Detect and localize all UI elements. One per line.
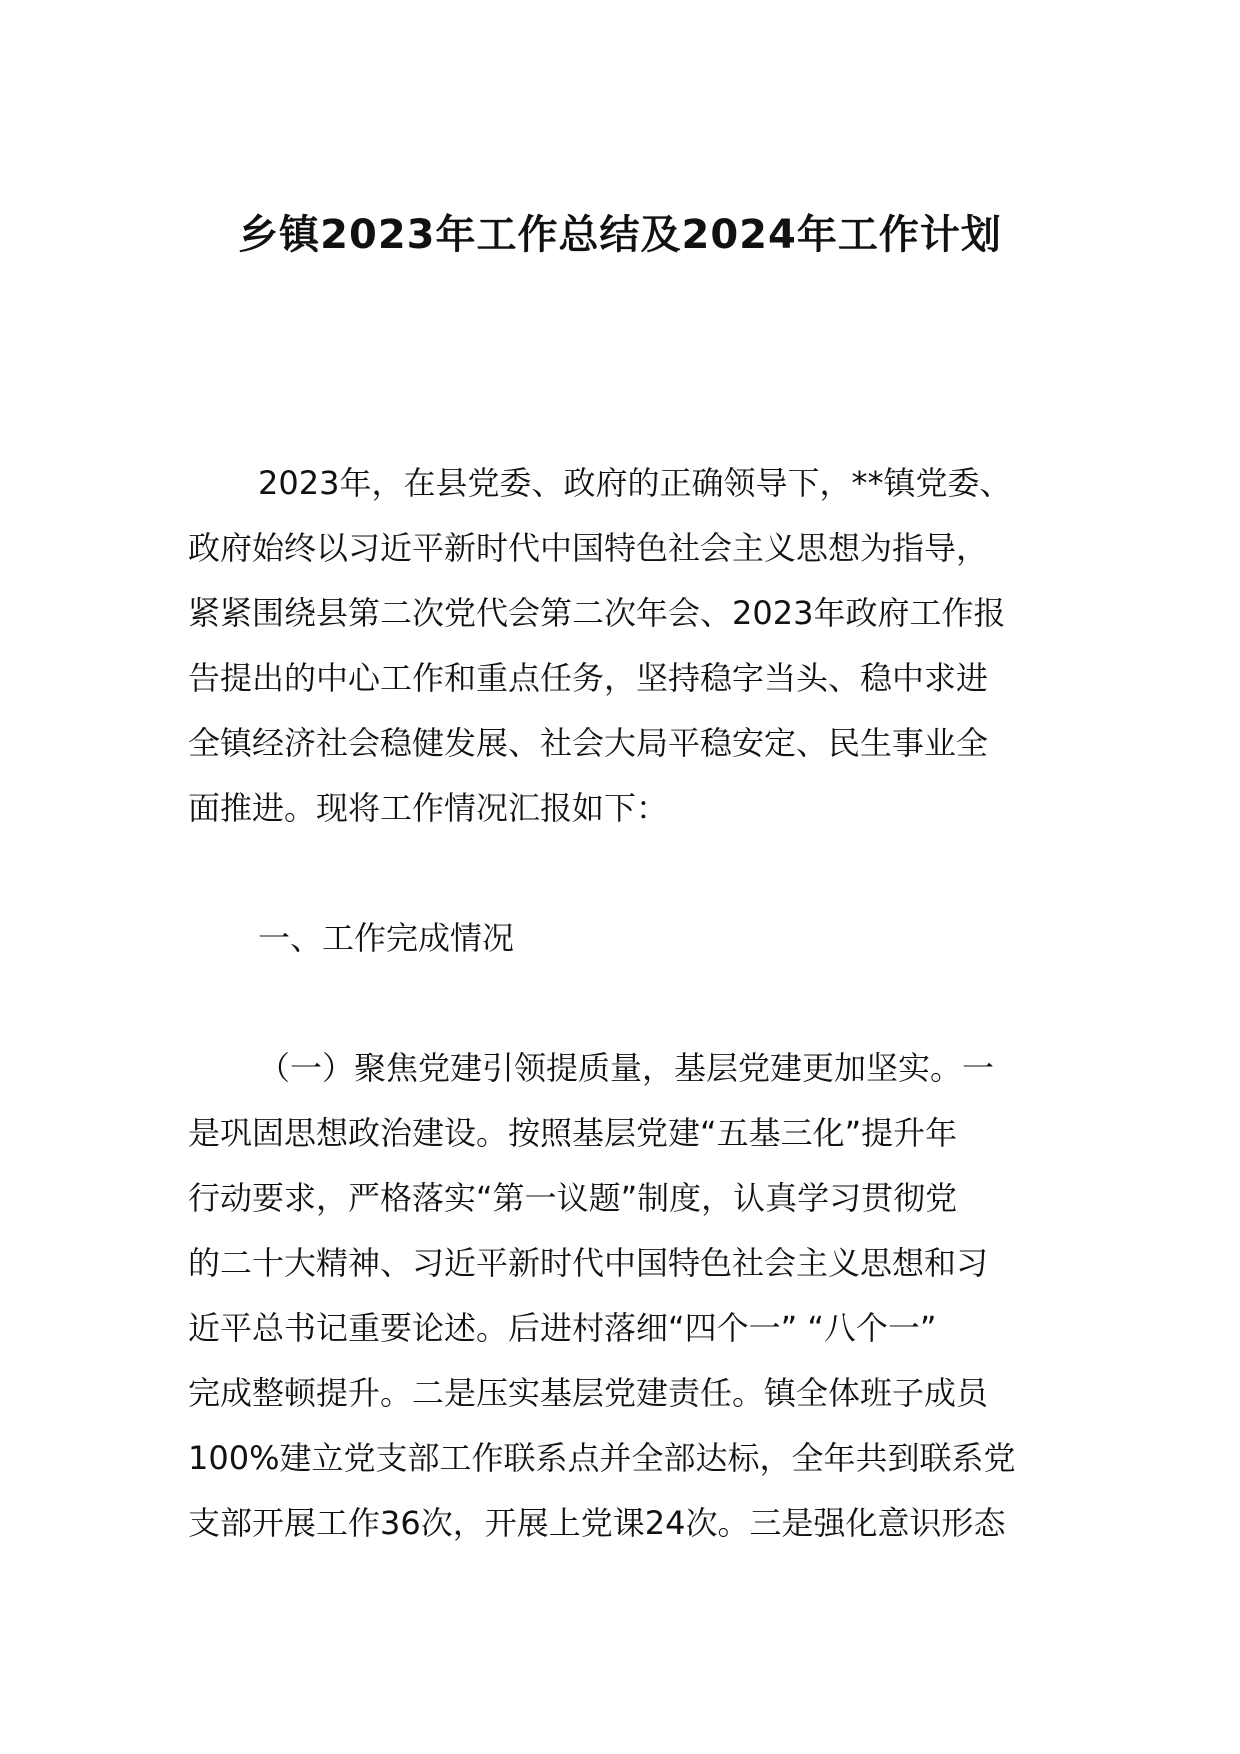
text-line: 近平总书记重要论述。后进村落细“四个一” “八个一”	[188, 1309, 937, 1347]
intro-paragraph	[188, 451, 1058, 841]
section-heading	[188, 906, 1058, 971]
text-line: （一）聚焦党建引领提质量，基层党建更加坚实。一	[258, 1049, 995, 1087]
text-line: 告提出的中心工作和重点任务，坚持稳字当头、稳中求进	[188, 659, 989, 697]
text-line: 2023年，在县党委、政府的正确领导下，**镇党委、	[258, 464, 1012, 502]
section-paragraph	[188, 1036, 1058, 1556]
text-line: 支部开展工作36次，开展上党课24次。三是强化意识形态	[188, 1504, 1006, 1542]
text-line: 完成整顿提升。二是压实基层党建责任。镇全体班子成员	[188, 1374, 989, 1412]
text-line: 紧紧围绕县第二次党代会第二次年会、2023年政府工作报	[188, 594, 1006, 632]
text-line: 政府始终以习近平新时代中国特色社会主义思想为指导，	[188, 529, 989, 567]
text-line: 是巩固思想政治建设。按照基层党建“五基三化”提升年	[188, 1114, 958, 1152]
section-heading-text: 一、工作完成情况	[258, 919, 515, 957]
text-line: 行动要求，严格落实“第一议题”制度，认真学习贯彻党	[188, 1179, 958, 1217]
text-line: 的二十大精神、习近平新时代中国特色社会主义思想和习	[188, 1244, 989, 1282]
text-line: 面推进。现将工作情况汇报如下：	[188, 789, 669, 827]
document-title: 乡镇2023年工作总结及2024年工作计划	[238, 212, 1002, 258]
text-line: 全镇经济社会稳健发展、社会大局平稳安定、民生事业全	[188, 724, 989, 762]
text-line: 100%建立党支部工作联系点并全部达标，全年共到联系党	[188, 1439, 1016, 1477]
